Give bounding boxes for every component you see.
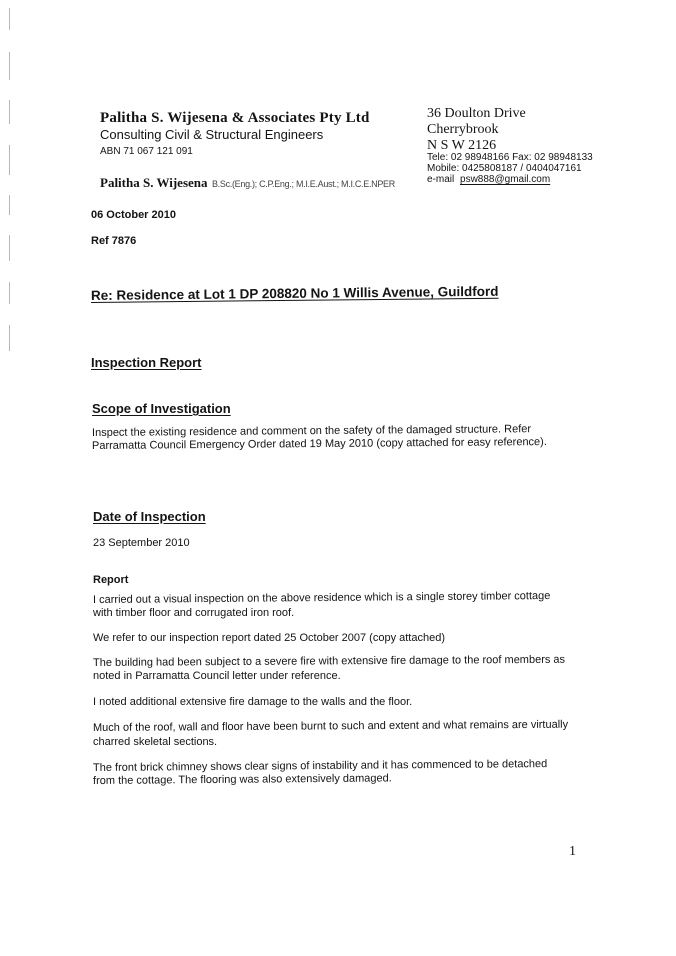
scope-text-line-2: Parramatta Council Emergency Order dated 19 May 2010 (copy attached for easy reference).	[91, 436, 547, 452]
page-number: 1	[569, 844, 576, 859]
report-paragraph-1-line-1: I carried out a visual inspection on the above residence which is a single storey timber cottage	[92, 590, 551, 606]
subject-line: Re: Residence at Lot 1 DP 208820 No 1 Willis Avenue, Guildford	[90, 283, 499, 303]
report-heading: Report	[93, 574, 129, 586]
mobile-numbers: Mobile: 0425808187 / 0404047161	[427, 163, 582, 174]
letter-date: 06 October 2010	[91, 209, 176, 221]
scan-mark	[9, 325, 10, 351]
telephone-fax: Tele: 02 98948166 Fax: 02 98948133	[427, 152, 593, 163]
company-abn: ABN 71 067 121 091	[100, 146, 193, 157]
report-paragraph-4: I noted additional extensive fire damage to the walls and the floor.	[93, 696, 413, 708]
report-paragraph-3-line-2: noted in Parramatta Council letter under reference.	[93, 670, 341, 682]
email-link[interactable]: psw888@gmail.com	[460, 174, 551, 185]
date-of-inspection-heading: Date of Inspection	[93, 509, 206, 524]
address-line-2: Cherrybrook	[427, 122, 499, 137]
address-line-3: N S W 2126	[427, 138, 497, 153]
scan-mark	[9, 52, 10, 80]
scan-mark	[9, 282, 10, 304]
letter-ref: Ref 7876	[91, 235, 137, 247]
report-paragraph-1-line-2: with timber floor and corrugated iron roof.	[93, 607, 295, 619]
report-paragraph-3-line-1: The building had been subject to a severe fire with extensive fire damage to the roof members as	[92, 653, 566, 669]
company-name: Palitha S. Wijesena & Associates Pty Ltd	[100, 110, 370, 126]
principal-line	[100, 174, 395, 192]
principal-name: Palitha S. Wijesena	[100, 175, 208, 190]
principal-qualifications: B.Sc.(Eng.); C.P.Eng.; M.I.E.Aust.; M.I.C.E.NPER	[211, 179, 395, 189]
scan-mark	[9, 145, 10, 175]
address-line-1: 36 Doulton Drive	[427, 106, 526, 121]
email-label: e-mail	[427, 174, 455, 185]
report-paragraph-6-line-2: from the cottage. The flooring was also extensively damaged.	[92, 772, 392, 787]
report-paragraph-5-line-1: Much of the roof, wall and floor have been burnt to such and extent and what remains are virtually	[92, 718, 569, 734]
scope-heading: Scope of Investigation	[92, 401, 231, 416]
scope-text-line-1: Inspect the existing residence and comment on the safety of the damaged structure. Refer	[91, 423, 532, 439]
scan-mark	[9, 8, 10, 30]
scan-mark	[9, 100, 10, 124]
report-paragraph-5-line-2: charred skeletal sections.	[93, 736, 218, 748]
company-tagline: Consulting Civil & Structural Engineers	[100, 127, 324, 142]
report-title: Inspection Report	[91, 355, 202, 370]
scan-mark	[9, 195, 10, 215]
inspection-date: 23 September 2010	[93, 537, 190, 549]
report-paragraph-2: We refer to our inspection report dated 25 October 2007 (copy attached)	[93, 632, 445, 644]
scan-mark	[9, 235, 10, 261]
report-paragraph-6-line-1: The front brick chimney shows clear signs of instability and it has commenced to be detached	[92, 758, 548, 774]
email-line	[427, 174, 550, 185]
